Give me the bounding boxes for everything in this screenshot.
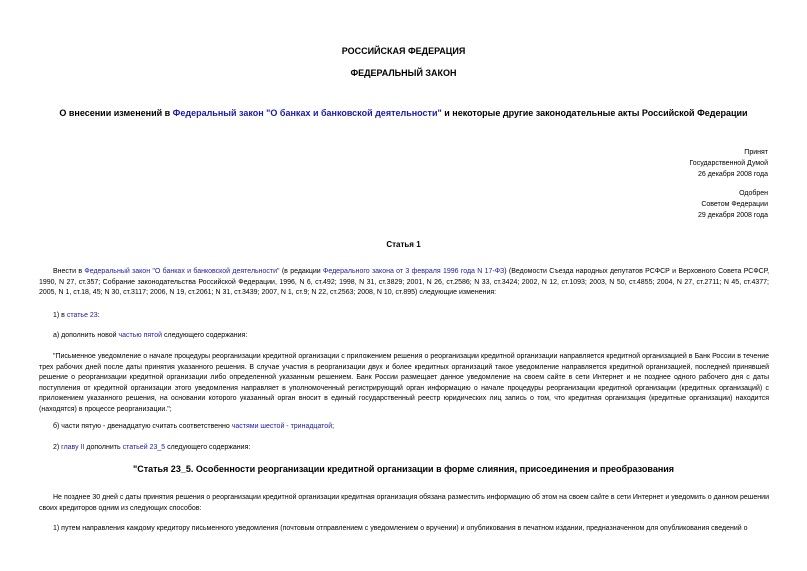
approved-body: Советом Федерации	[701, 201, 768, 208]
item-b-pre: б) части пятую - двенадцатую считать соответственно	[53, 423, 232, 430]
document-type-heading: ФЕДЕРАЛЬНЫЙ ЗАКОН	[350, 68, 457, 78]
adopted-label: Принят	[744, 149, 768, 156]
intro-post: ) (Ведомости Съезда народных депутатов РСФСР и Верховного Совета РСФСР, 1990, N 27, ст.357; Собрание законодательства Российской Федерации, 1996, N 6, ст.492; 1998, N 31, ст.3829; 2001, N 26, ст.2586; N 33, ст.3424; 2002, N 12, ст.1093; 2003, N 50, ст.4855; 2004, N 27, ст.2711; N 45, ст.4377; 2005, N 1, ст.18, 45; N 30, ст.3117; 2006, N 19, ст.2061; N 31, ст.3439; 2007, N 1, ст.9; N 22, ст.2563; 2008, N 10, ст.895) следующие изменения:	[39, 268, 770, 297]
item-1-post: :	[97, 312, 100, 319]
banking-law-link[interactable]: Федеральный закон "О банках и банковской деятельности"	[84, 268, 280, 275]
adopted-body: Государственной Думой	[689, 160, 768, 167]
item-2	[39, 443, 769, 454]
adoption-info	[689, 147, 768, 180]
item-a-post: следующего содержания:	[162, 332, 248, 339]
item-1-pre: 1) в	[53, 312, 67, 319]
law-title-link[interactable]: Федеральный закон "О банках и банковской деятельности"	[172, 108, 442, 118]
article-1-intro	[39, 267, 769, 299]
item-2-mid: дополнить	[84, 444, 123, 451]
approved-label: Одобрен	[739, 190, 768, 197]
item-1	[39, 311, 769, 322]
law-title-pre: О внесении изменений в	[59, 108, 173, 118]
law-title-post: и некоторые другие законодательные акты Российской Федерации	[441, 108, 748, 118]
adopted-date: 26 декабря 2008 года	[697, 171, 768, 178]
country-heading: РОССИЙСКАЯ ФЕДЕРАЦИЯ	[341, 46, 466, 56]
law-title	[0, 108, 807, 118]
intro-mid: (в редакции	[279, 268, 324, 275]
approval-info	[698, 188, 768, 221]
item-b-post: ;	[332, 423, 335, 430]
item-a-pre: а) дополнить новой	[53, 332, 119, 339]
chapter-ii-link[interactable]: главу II	[61, 444, 85, 451]
intro-pre: Внести в	[53, 268, 85, 275]
item-b	[39, 422, 769, 433]
item-2-post: следующего содержания:	[165, 444, 251, 451]
article-23-5-para-2: 1) путем направления каждому кредитору письменного уведомления (почтовым отправлением с уведомлением о вручении) и опубликования в печатном издании, предназначенном для опубликования сведений о	[53, 525, 748, 532]
article-23-5-title: "Статья 23_5. Особенности реорганизации кредитной организации в форме слияния, присоединения и преобразования	[132, 464, 675, 474]
approved-date: 29 декабря 2008 года	[697, 212, 768, 219]
item-a	[39, 331, 769, 342]
parts-six-thirteen-link[interactable]: частями шестой - тринадцатой	[231, 423, 333, 430]
part-five-link[interactable]: частью пятой	[118, 332, 163, 339]
article-1-heading: Статья 1	[386, 240, 421, 249]
article-23-5-link[interactable]: статьей 23_5	[122, 444, 166, 451]
article-23-5-para-1: Не позднее 30 дней с даты принятия решения о реорганизации кредитной организации кредитная организация обязана разместить информацию об этом на своем сайте в сети Интернет и уведомить о данном решении своих кредиторов одним из следующих способов:	[39, 494, 769, 512]
federal-law-1996-link[interactable]: Федерального закона от 3 февраля 1996 года N 17-ФЗ	[323, 268, 505, 275]
article-23-link[interactable]: статье 23	[66, 312, 98, 319]
item-2-pre: 2)	[53, 444, 62, 451]
quoted-part-five: "Письменное уведомление о начале процедуры реорганизации кредитной организации с приложением решения о реорганизации кредитной организации направляется кредитной организацией в Банк России в течение трех рабочих дней после даты принятия указанного решения. В случае участия в реорганизации двух и более кредитных организаций такое уведомление направляется кредитной организацией, последней принявшей решение о реорганизации кредитной организации либо определенной указанным решением. Банк России размещает данное уведомление на своем сайте в сети Интернет и не позднее одного рабочего дня с даты поступления от кредитной организации этого уведомления направляет в уполномоченный регистрирующий орган информацию о начале процедуры реорганизации кредитной организации (кредитных организаций) с приложением указанного решения, на основании которого указанный орган вносит в единый государственный реестр юридических лиц запись о том, что кредитная организация (кредитные организации) находится (находятся) в процессе реорганизации.";	[39, 353, 769, 413]
